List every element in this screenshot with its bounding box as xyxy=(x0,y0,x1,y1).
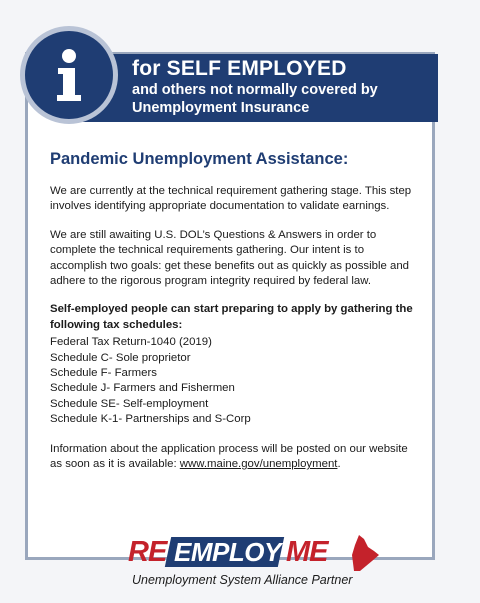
section-heading: Pandemic Unemployment Assistance: xyxy=(50,150,349,168)
list-item: Federal Tax Return-1040 (2019) xyxy=(50,336,212,349)
banner-subtitle-line1: and others not normally covered by xyxy=(132,82,378,98)
list-item: Schedule J- Farmers and Fishermen xyxy=(50,382,235,395)
maine-state-icon xyxy=(346,533,382,573)
list-item: Schedule C- Sole proprietor xyxy=(50,351,191,364)
banner-subtitle-line2: Unemployment Insurance xyxy=(132,100,310,116)
reemployme-logo xyxy=(118,533,388,593)
list-item: Schedule F- Farmers xyxy=(50,367,157,380)
list-item: Schedule K-1- Partnerships and S-Corp xyxy=(50,413,251,426)
info-icon xyxy=(25,31,113,119)
paragraph-awaiting: We are still awaiting U.S. DOL’s Questions & Answers in order to complete the technical requirements gathering. Our intent is to accomplish two goals: get these benefits out as quickly as possible and adhere to the rigorous program integrity required by federal law. xyxy=(50,228,410,288)
logo-employ-text: EMPLOY xyxy=(174,537,281,567)
website-link[interactable]: www.maine.gov/unemployment xyxy=(179,458,338,471)
main-content xyxy=(50,150,415,486)
paragraph-status: We are currently at the technical requirement gathering stage. This step involves identifying appropriate documentation to validate earnings. xyxy=(50,185,412,213)
logo-me-text: ME xyxy=(286,536,328,568)
logo-re-text: RE xyxy=(128,536,167,568)
schedules-intro: Self-employed people can start preparing to apply by gathering the following tax schedules: xyxy=(50,303,413,331)
tax-schedule-list xyxy=(50,335,415,427)
info-badge xyxy=(20,26,118,124)
banner-title: for SELF EMPLOYED xyxy=(132,57,347,80)
logo-subtitle: Unemployment System Alliance Partner xyxy=(132,573,353,587)
closing-text: Information about the application process will be posted on our website as soon as it is available: xyxy=(50,442,408,471)
closing-period: . xyxy=(337,458,341,471)
paragraph-closing xyxy=(50,442,415,473)
list-item: Schedule SE- Self-employment xyxy=(50,397,209,410)
